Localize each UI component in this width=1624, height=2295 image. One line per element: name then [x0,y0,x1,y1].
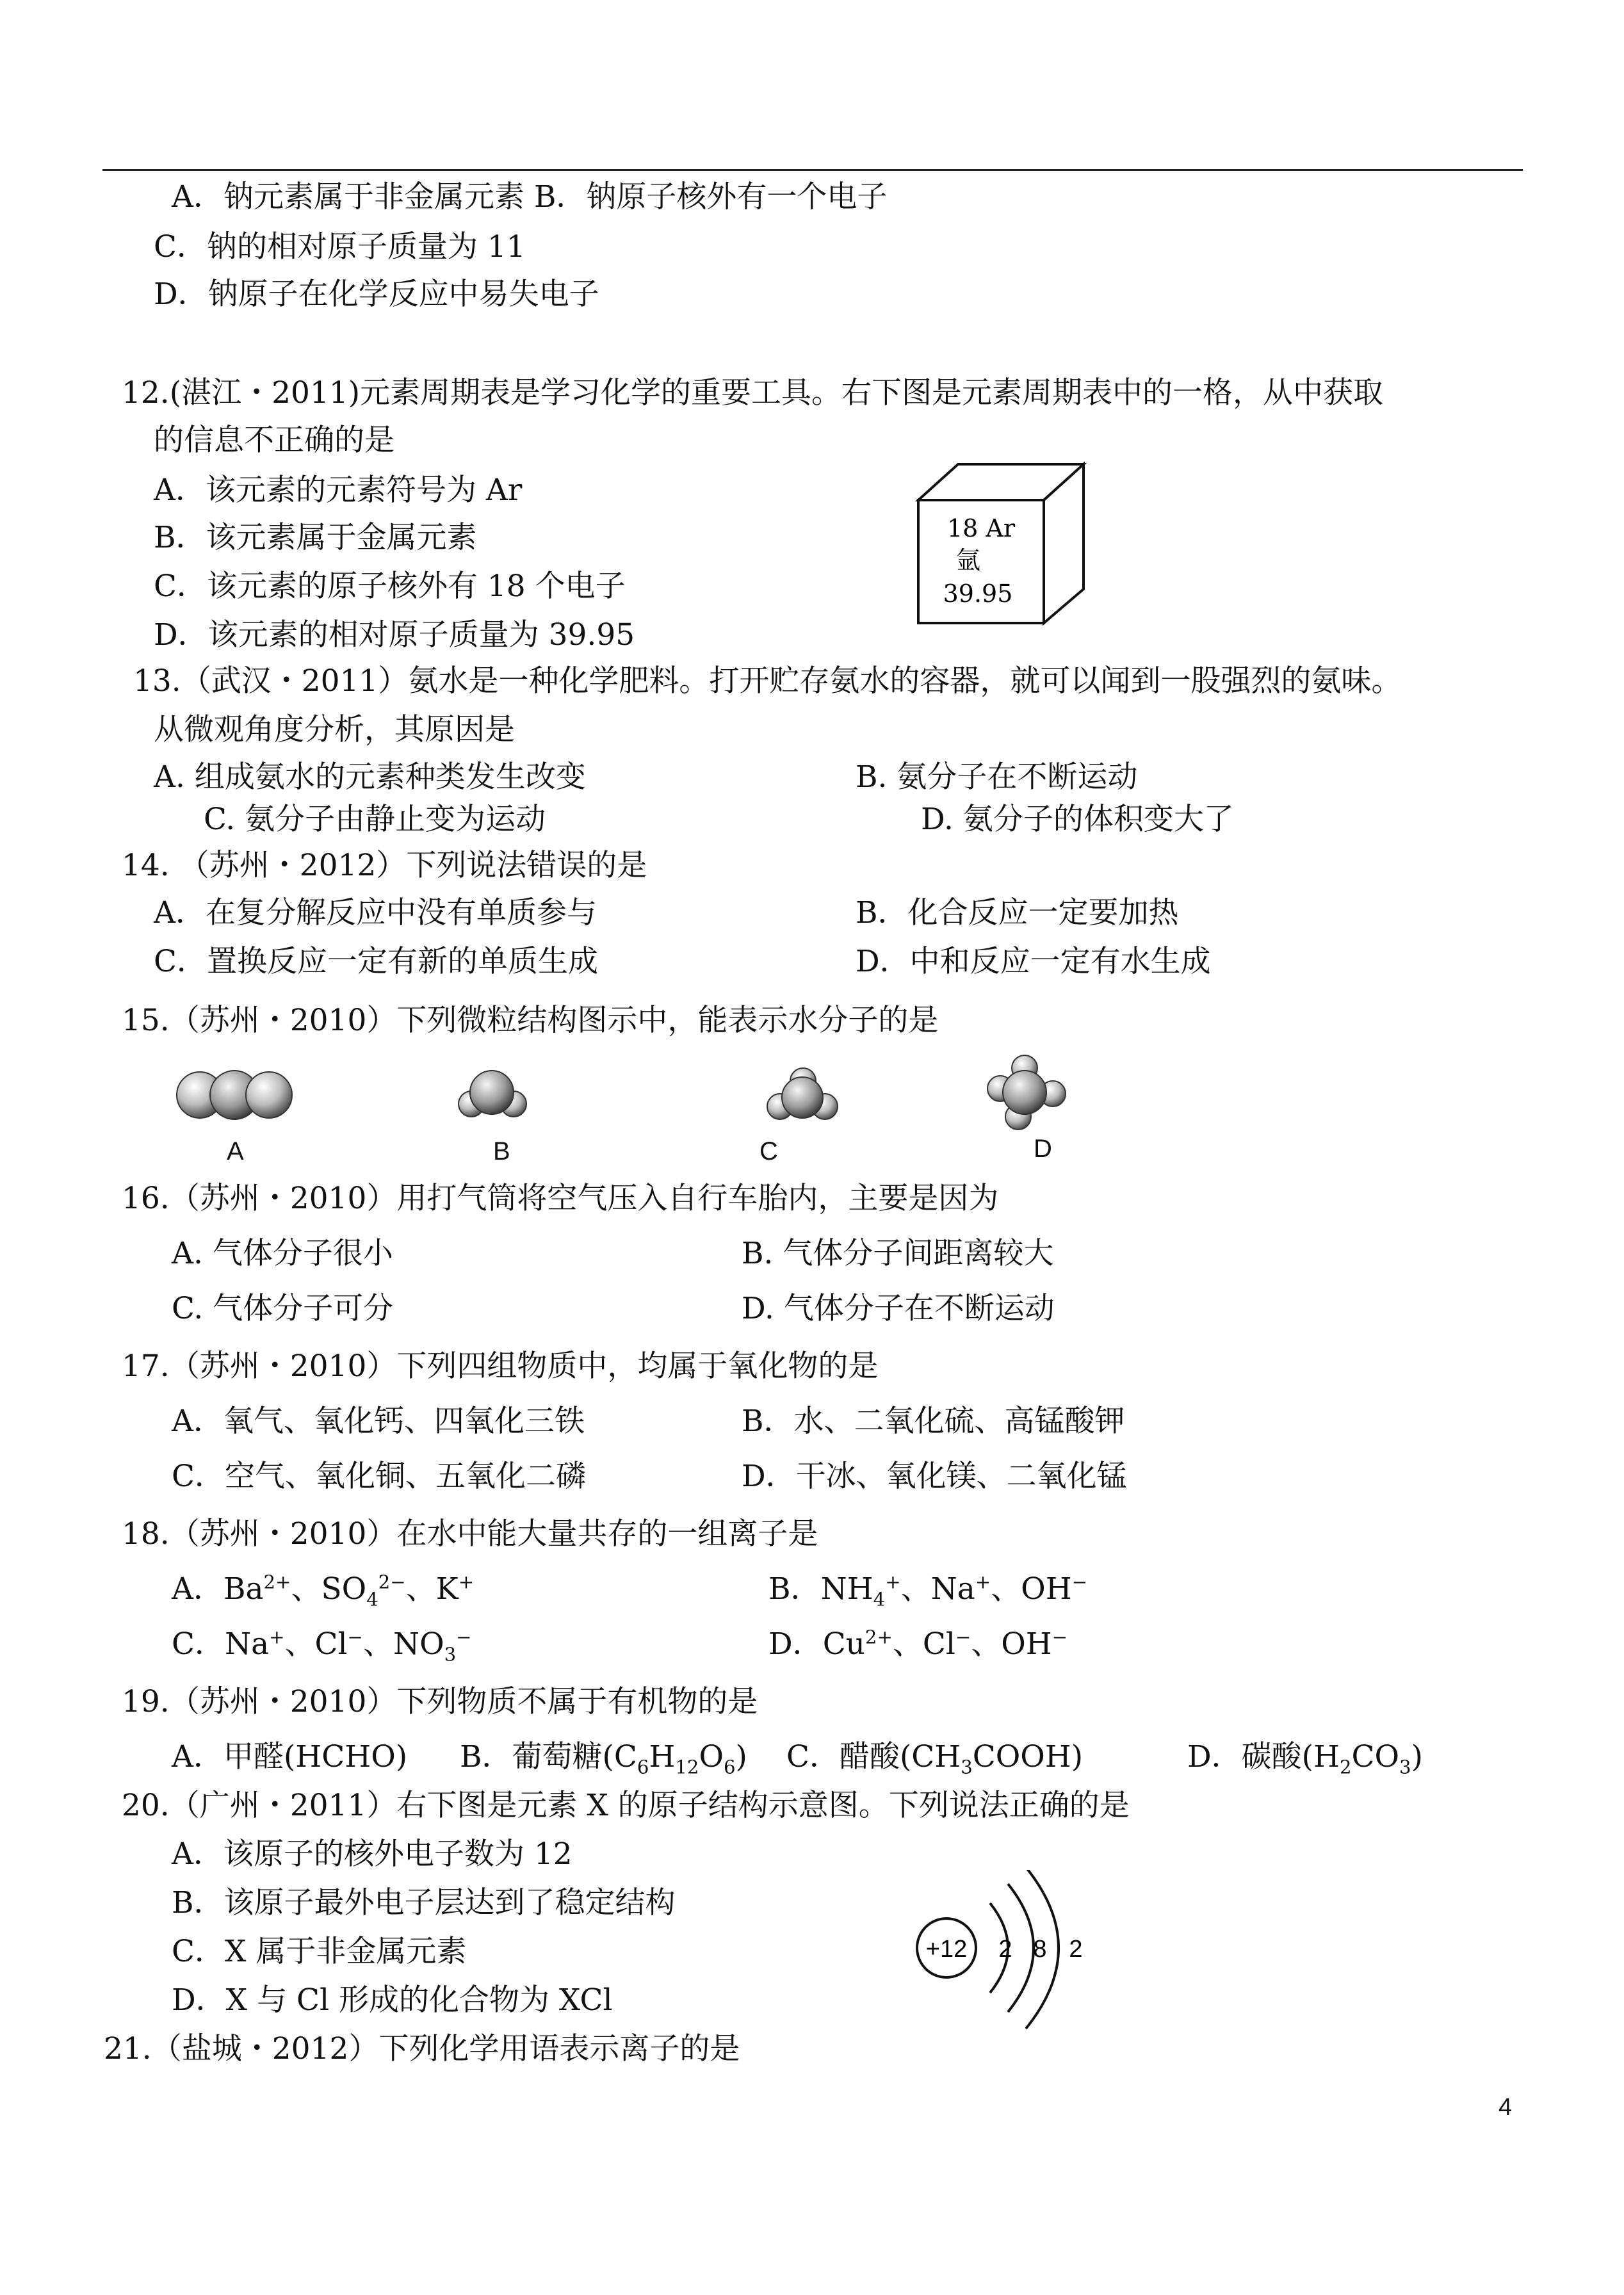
q12-option-a: A．该元素的元素符号为 Ar [154,473,523,508]
q13-stem-line2: 从微观角度分析，其原因是 [154,712,515,747]
molecule-b-model [459,1071,526,1117]
molecule-c-model [767,1068,838,1119]
q15-stem: 15.（苏州・2010）下列微粒结构图示中，能表示水分子的是 [122,1003,939,1038]
molecule-label-c: C [759,1137,778,1165]
q17-stem: 17.（苏州・2010）下列四组物质中，均属于氧化物的是 [122,1349,879,1384]
q11-option-a-b: A．钠元素属于非金属元素 B．钠原子核外有一个电子 [172,179,888,215]
q20-option-a: A．该原子的核外电子数为 12 [172,1837,572,1872]
q14-option-b: B．化合反应一定要加热 [856,895,1179,930]
q16-stem: 16.（苏州・2010）用打气筒将空气压入自行车胎内，主要是因为 [122,1181,999,1216]
q11-option-d: D．钠原子在化学反应中易失电子 [154,277,599,312]
nucleus-charge: +12 [925,1936,968,1963]
q21-stem: 21.（盐城・2012）下列化学用语表示离子的是 [104,2031,740,2066]
periodic-cell-number-symbol: 18 Ar [946,514,1016,542]
shell-3-electrons: 2 [1069,1936,1083,1963]
q20-option-b: B．该原子最外电子层达到了稳定结构 [172,1885,676,1920]
shell-2-electrons: 8 [1033,1936,1047,1963]
q20-option-c: C．X 属于非金属元素 [172,1934,467,1969]
q12-option-b: B．该元素属于金属元素 [154,520,477,555]
q17-option-a: A．氧气、氧化钙、四氧化三铁 [172,1404,585,1439]
periodic-cell-name: 氩 [955,546,981,574]
q12-option-d: D．该元素的相对原子质量为 39.95 [154,617,635,653]
molecule-label-d: D [1034,1135,1052,1163]
q19-option-c: C．醋酸$(CH_3COOH)$ [786,1739,1084,1778]
q20-stem: 20.（广州・2011）右下图是元素 X 的原子结构示意图。下列说法正确的是 [122,1788,1130,1823]
q19-option-a: A．甲醛(HCHO) [172,1739,408,1774]
q12-stem-line2: 的信息不正确的是 [154,423,394,458]
molecule-label-a: A [227,1137,244,1165]
q18-option-d: D．$Cu^{2+}$、Cl−、OH− [768,1626,1068,1662]
molecule-label-b: B [493,1137,510,1165]
page-number: 4 [1498,2094,1513,2121]
q16-option-d: D. 气体分子在不断运动 [742,1291,1055,1326]
q17-option-b: B．水、二氧化硫、高锰酸钾 [742,1404,1125,1439]
q12-stem-line1: 12.(湛江・2011)元素周期表是学习化学的重要工具。右下图是元素周期表中的一格，从中获取 [122,375,1384,410]
q13-option-c: C. 氨分子由静止变为运动 [204,802,546,837]
q11-option-c: C．钠的相对原子质量为 11 [154,229,526,264]
q17-option-c: C．空气、氧化铜、五氧化二磷 [172,1459,586,1494]
q18-stem: 18.（苏州・2010）在水中能大量共存的一组离子是 [122,1516,818,1552]
molecule-a-model [177,1071,292,1119]
q20-option-d: D．X 与 Cl 形成的化合物为 XCl [172,1983,613,2018]
q19-option-d: D．碳酸$(H_2CO_3)$ [1187,1739,1423,1778]
q18-option-b: B．$NH_4^+$、Na+、OH− [768,1571,1088,1610]
q16-option-c: C. 气体分子可分 [172,1291,394,1326]
atom-structure-diagram [903,1870,1108,2036]
q14-option-c: C．置换反应一定有新的单质生成 [154,944,598,979]
q14-stem: 14. （苏州・2012）下列说法错误的是 [122,848,647,883]
q18-option-c: C．Na+、Cl−、$NO_3^-$ [172,1626,472,1666]
q19-stem: 19.（苏州・2010）下列物质不属于有机物的是 [122,1684,758,1719]
q16-option-a: A. 气体分子很小 [172,1236,393,1271]
shell-1-electrons: 2 [998,1936,1012,1963]
header-rule [102,169,1523,171]
q13-option-d: D. 氨分子的体积变大了 [921,802,1234,837]
q19-option-b: B．葡萄糖$(C_6H_{12}O_6)$ [460,1739,747,1778]
q12-option-c: C．该元素的原子核外有 18 个电子 [154,569,626,604]
q18-option-a: A．$Ba^{2+}$、$SO_4^{2-}$、K+ [172,1571,475,1610]
q13-option-b: B. 氨分子在不断运动 [856,759,1138,795]
q14-option-d: D．中和反应一定有水生成 [856,944,1211,979]
q14-option-a: A．在复分解反应中没有单质参与 [154,895,597,930]
q13-stem-line1: 13.（武汉・2011）氨水是一种化学肥料。打开贮存氨水的容器，就可以闻到一股强烈的氨味。 [133,663,1402,699]
molecule-d-model [987,1055,1066,1130]
q17-option-d: D．干冰、氧化镁、二氧化锰 [742,1459,1127,1494]
q16-option-b: B. 气体分子间距离较大 [742,1236,1054,1271]
periodic-cell-figure [909,458,1089,628]
q13-option-a: A. 组成氨水的元素种类发生改变 [154,759,586,795]
periodic-cell-mass: 39.95 [943,580,1013,608]
molecule-models-figure [166,1050,1101,1140]
